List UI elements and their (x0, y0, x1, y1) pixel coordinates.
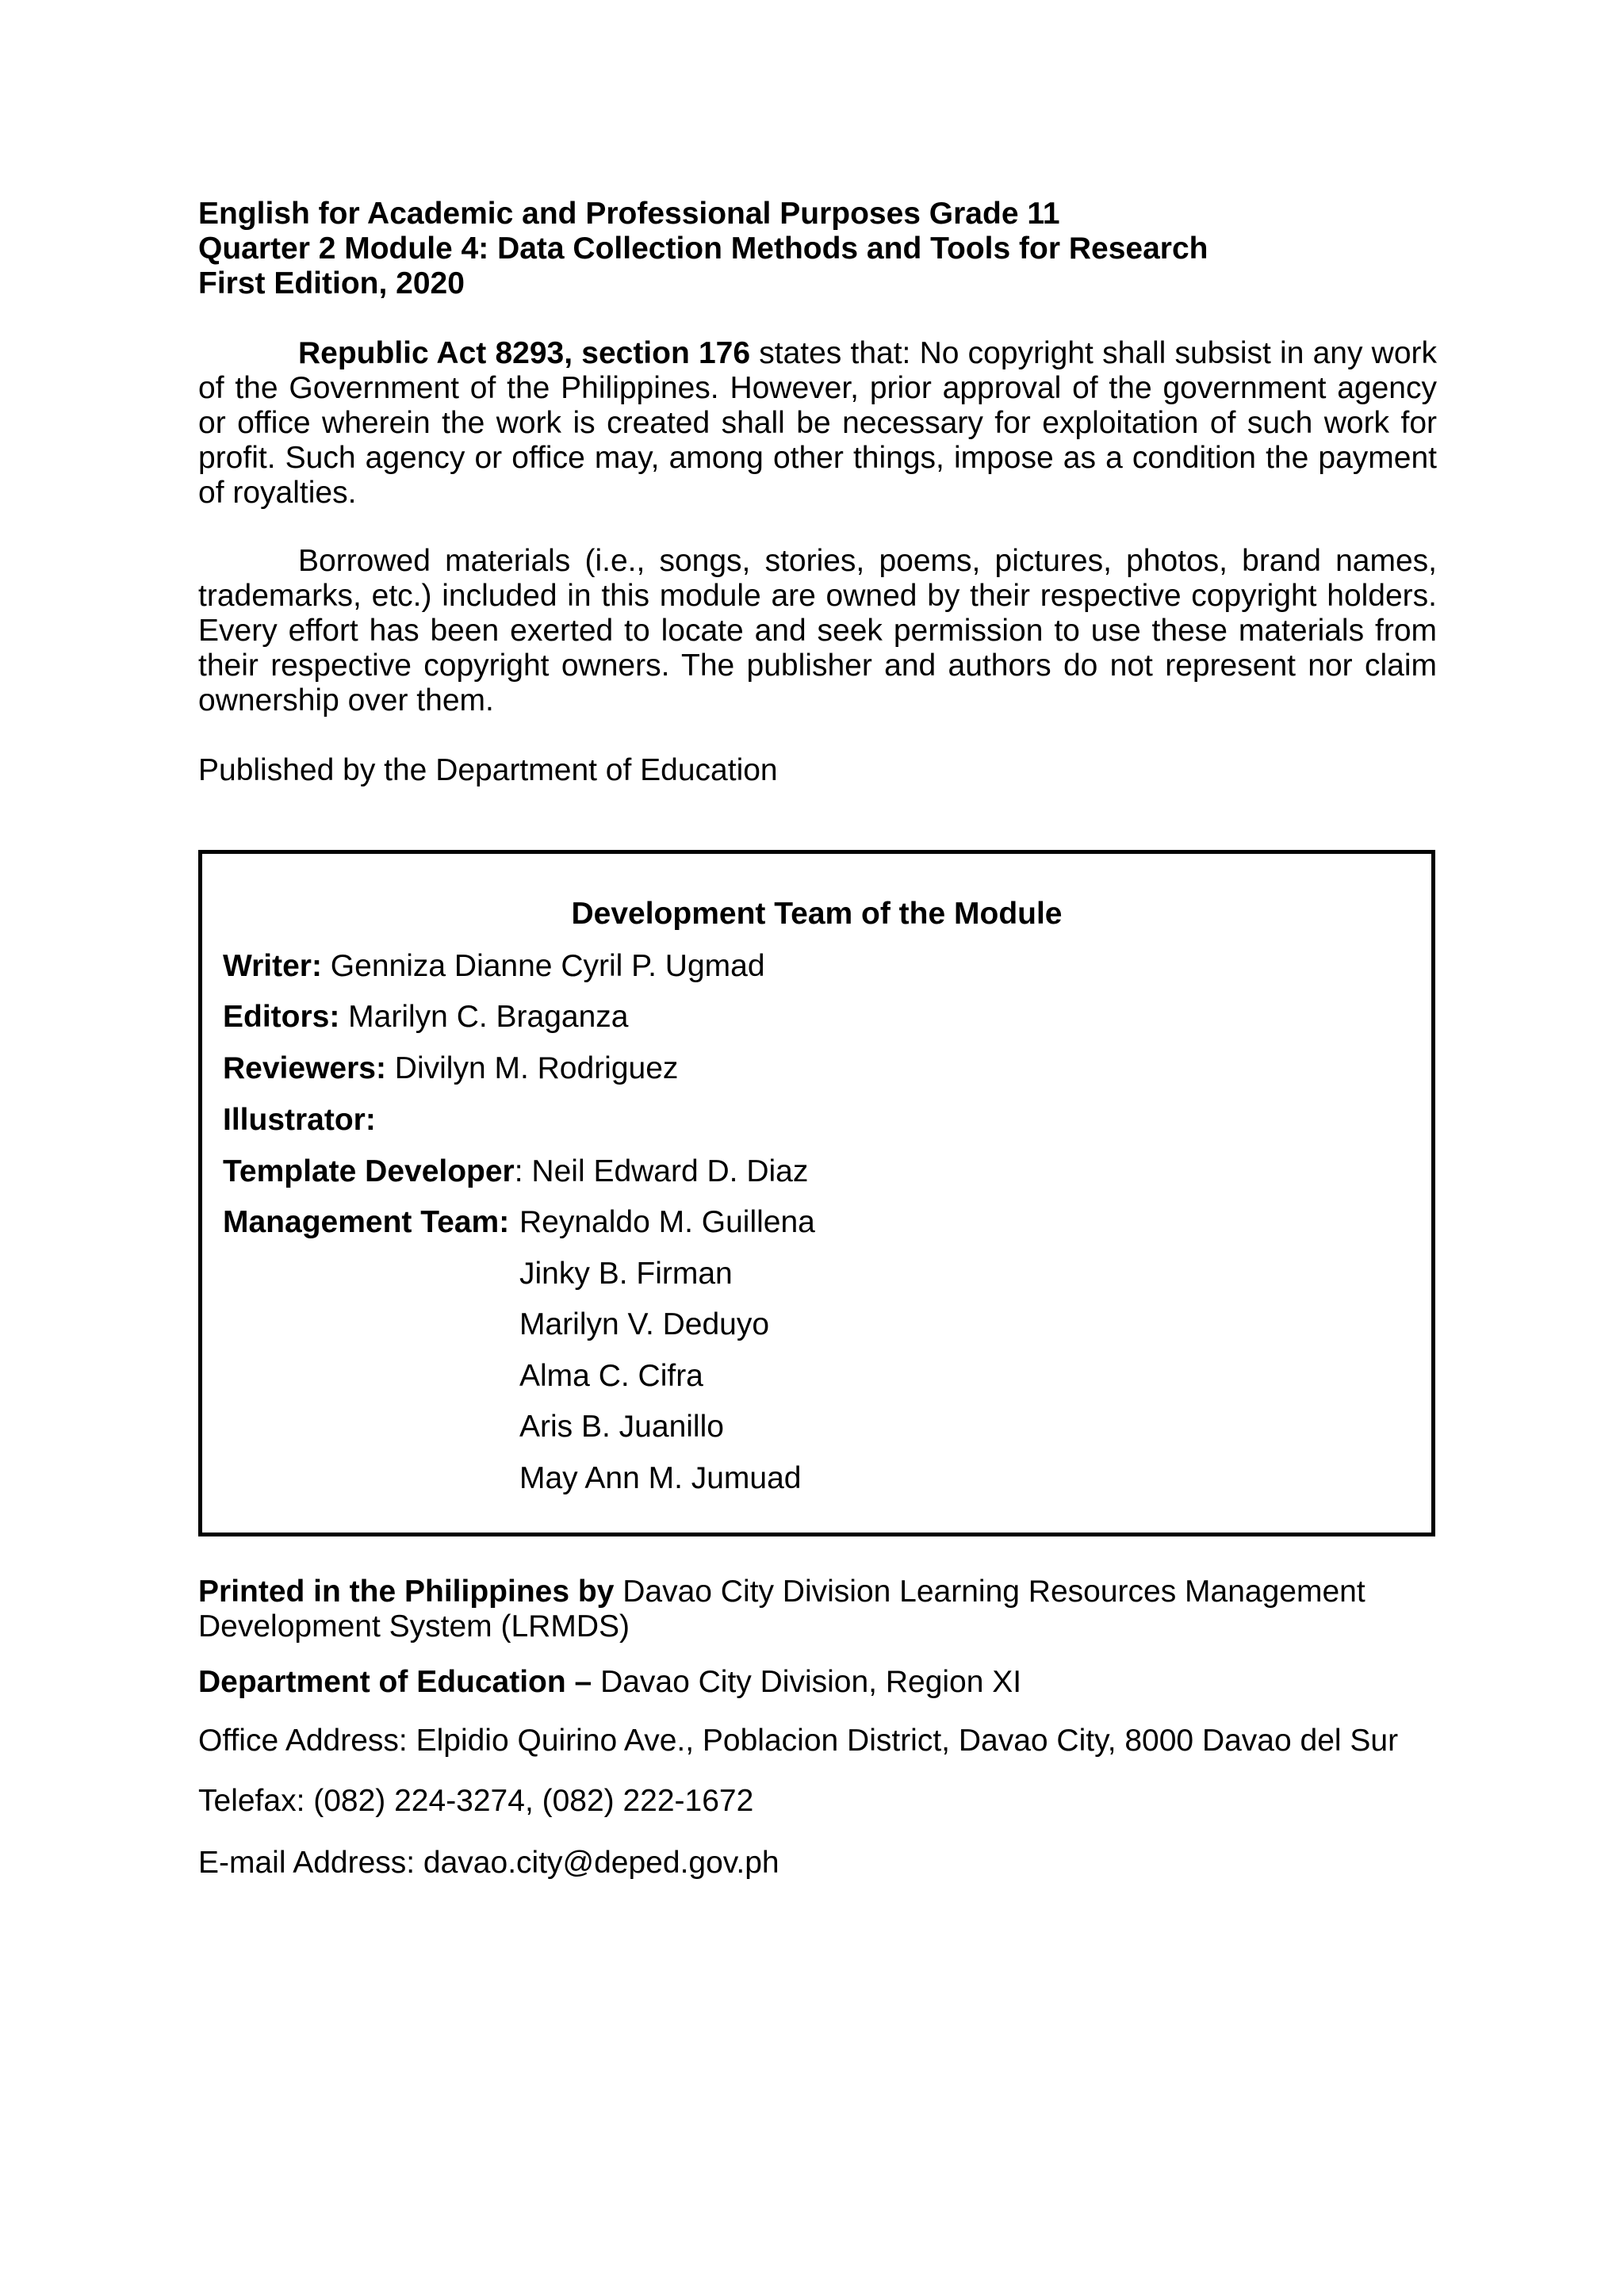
management-member: Marilyn V. Deduyo (519, 1307, 770, 1341)
writer-label: Writer: (223, 949, 322, 983)
office-address: Office Address: Elpidio Quirino Ave., Poblacion District, Davao City, 8000 Davao del Sur (198, 1724, 1399, 1758)
deped-division: Davao City Division, Region XI (592, 1665, 1022, 1699)
printed-by-label: Printed in the Philippines by (198, 1575, 615, 1609)
editors-label: Editors: (223, 1000, 340, 1034)
illustrator-label: Illustrator: (223, 1103, 376, 1137)
reviewers-name: Divilyn M. Rodriguez (385, 1051, 679, 1085)
copyright-text: states that: No copyright shall subsist in any work of the Government of the Philippines. However, prior approval of the government agency or office wherein the work is created shall be necessary for exploitation of such work for profit. Such agency or office may, among other things, impose as a condition the payment of royalties. (198, 336, 1437, 510)
template-developer-name: : Neil Edward D. Diaz (514, 1154, 809, 1188)
team-heading: Development Team of the Module (571, 897, 1063, 931)
illustrator-row (223, 1103, 376, 1138)
template-developer-label: Template Developer (223, 1154, 515, 1188)
module-subtitle: Quarter 2 Module 4: Data Collection Methods and Tools for Research (198, 232, 1208, 266)
management-member: Jinky B. Firman (519, 1257, 733, 1291)
template-developer-row (223, 1154, 808, 1189)
telefax: Telefax: (082) 224-3274, (082) 222-1672 (198, 1784, 754, 1818)
printed-by-line (198, 1575, 1437, 1644)
copyright-paragraph (198, 336, 1437, 511)
publisher-line: Published by the Department of Education (198, 753, 778, 787)
reviewers-row (223, 1051, 678, 1086)
management-team-label: Management Team: (223, 1205, 510, 1239)
writer-row (223, 949, 765, 984)
management-member: Reynaldo M. Guillena (519, 1205, 815, 1239)
copyright-law-reference: Republic Act 8293, section 176 (298, 336, 751, 370)
printed-by-text: Davao City Division Learning Resources Management Development System (LRMDS) (198, 1575, 1365, 1644)
module-title-block (198, 197, 1435, 301)
editors-row (223, 1000, 628, 1035)
management-member: May Ann M. Jumuad (519, 1461, 802, 1495)
development-team-box (198, 850, 1435, 1536)
deped-label: Department of Education – (198, 1665, 592, 1699)
management-member: Aris B. Juanillo (519, 1410, 724, 1444)
reviewers-label: Reviewers: (223, 1051, 386, 1085)
editors-name: Marilyn C. Braganza (339, 1000, 629, 1034)
edition: First Edition, 2020 (198, 266, 465, 300)
module-title: English for Academic and Professional Purposes Grade 11 (198, 197, 1060, 231)
deped-division-line (198, 1665, 1437, 1700)
writer-name: Genniza Dianne Cyril P. Ugmad (321, 949, 765, 983)
email-address: E-mail Address: davao.city@deped.gov.ph (198, 1846, 779, 1880)
borrowed-materials-paragraph: Borrowed materials (i.e., songs, stories, poems, pictures, photos, brand names, trademarks, etc.) included in this module are owned by their respective copyright holders. Every effort has been exerted to locate and seek permission to use these materials from their respective copyright owners. The publisher and authors do not represent nor claim ownership over them. (198, 544, 1437, 718)
management-member: Alma C. Cifra (519, 1359, 703, 1393)
